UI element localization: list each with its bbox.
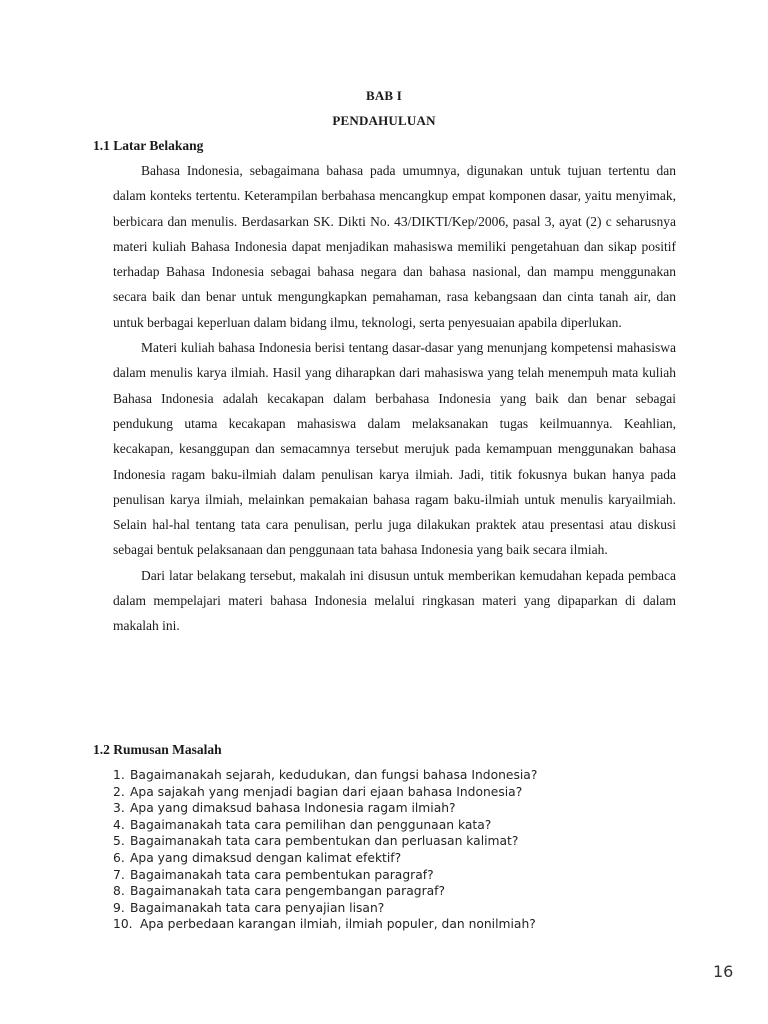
page-number: 16	[713, 962, 734, 981]
section-body-latar-belakang	[113, 158, 676, 639]
list-item	[113, 800, 673, 817]
list-item-text: Bagaimanakah tata cara pembentukan dan perluasan kalimat?	[130, 834, 519, 849]
section-heading-latar-belakang: 1.1 Latar Belakang	[93, 138, 204, 153]
list-item-text: Apa yang dimaksud bahasa Indonesia ragam ilmiah?	[130, 801, 456, 816]
list-item-number: 1.	[113, 768, 125, 782]
list-item	[113, 916, 673, 933]
list-item-number: 8.	[113, 884, 125, 899]
list-item	[113, 900, 673, 917]
list-item-text: Bagaimanakah tata cara pemilihan dan penggunaan kata?	[130, 817, 492, 832]
list-item-number: 3.	[113, 801, 125, 816]
list-item	[113, 767, 673, 784]
list-item	[113, 850, 673, 867]
chapter-title: PENDAHULUAN	[332, 113, 436, 128]
list-item	[113, 883, 673, 900]
list-item-text: Bagaimanakah tata cara pembentukan paragraf?	[130, 867, 434, 882]
paragraph: Dari latar belakang tersebut, makalah ini disusun untuk memberikan kemudahan kepada pembaca dalam mempelajari materi bahasa Indonesia melalui ringkasan materi yang dipaparkan di dalam makalah ini.	[113, 567, 676, 634]
list-item	[113, 817, 673, 834]
list-item-number: 6.	[113, 850, 125, 865]
list-item-number: 9.	[113, 900, 125, 915]
list-item-text: Bagaimanakah sejarah, kedudukan, dan fungsi bahasa Indonesia?	[130, 768, 538, 782]
list-item-text: Apa perbedaan karangan ilmiah, ilmiah populer, dan nonilmiah?	[140, 917, 536, 932]
paragraph: Bahasa Indonesia, sebagaimana bahasa pada umumnya, digunakan untuk tujuan tertentu dan dalam konteks tertentu. Keterampilan berbahasa mencangkup empat komponen dasar, yaitu menyimak, berbicara dan menulis. Berdasarkan SK. Dikti No. 43/DIKTI/Kep/2006, pasal 3, ayat (2) c seharusnya materi kuliah Bahasa Indonesia dapat menjadikan mahasiswa memiliki pengetahuan dan sikap positif terhadap Bahasa Indonesia sebagai bahasa negara dan bahasa nasional, dan mampu menggunakan secara baik dan benar untuk mengungkapkan pemahaman, rasa kebangsaan dan cinta tanah air, dan untuk berbagai keperluan dalam bidang ilmu, teknologi, serta penyesuaian apabila diperlukan.	[113, 163, 676, 330]
list-item	[113, 867, 673, 884]
list-item-text: Apa yang dimaksud dengan kalimat efektif?	[130, 850, 402, 865]
list-item-number: 2.	[113, 784, 125, 799]
list-item-number: 4.	[113, 817, 125, 832]
list-item-text: Bagaimanakah tata cara penyajian lisan?	[130, 900, 385, 915]
list-item-text: Bagaimanakah tata cara pengembangan paragraf?	[130, 884, 446, 899]
list-item-number: 5.	[113, 834, 125, 849]
section-heading-rumusan-masalah: 1.2 Rumusan Masalah	[93, 742, 222, 757]
paragraph: Materi kuliah bahasa Indonesia berisi tentang dasar-dasar yang menunjang kompetensi mahasiswa dalam menulis karya ilmiah. Hasil yang diharapkan dari mahasiswa yang telah menempuh mata kuliah Bahasa Indonesia adalah kecakapan dalam berbahasa Indonesia yang baik dan benar sebagai pendukung utama kecakapan mahasiswa dalam melaksanakan tugas keilmuannya. Keahlian, kecakapan, kesanggupan dan semacamnya tersebut merujuk pada kemampuan menggunakan bahasa Indonesia ragam baku-ilmiah dalam penulisan karya ilmiah. Jadi, titik fokusnya bukan hanya pada penulisan karya ilmiah, melainkan pemakaian bahasa ragam baku-ilmiah untuk menulis karyailmiah. Selain hal-hal tentang tata cara penulisan, perlu juga dilakukan praktek atau presentasi atau diskusi sebagai bentuk pelaksanaan dan penggunaan tata bahasa Indonesia yang baik secara ilmiah.	[113, 340, 676, 558]
list-item-text: Apa sajakah yang menjadi bagian dari ejaan bahasa Indonesia?	[130, 784, 523, 799]
list-item	[113, 784, 673, 801]
list-item	[113, 833, 673, 850]
list-item-number: 10.	[113, 917, 133, 932]
problem-list	[113, 767, 673, 933]
chapter-label: BAB I	[365, 88, 403, 103]
list-item-number: 7.	[113, 867, 125, 882]
